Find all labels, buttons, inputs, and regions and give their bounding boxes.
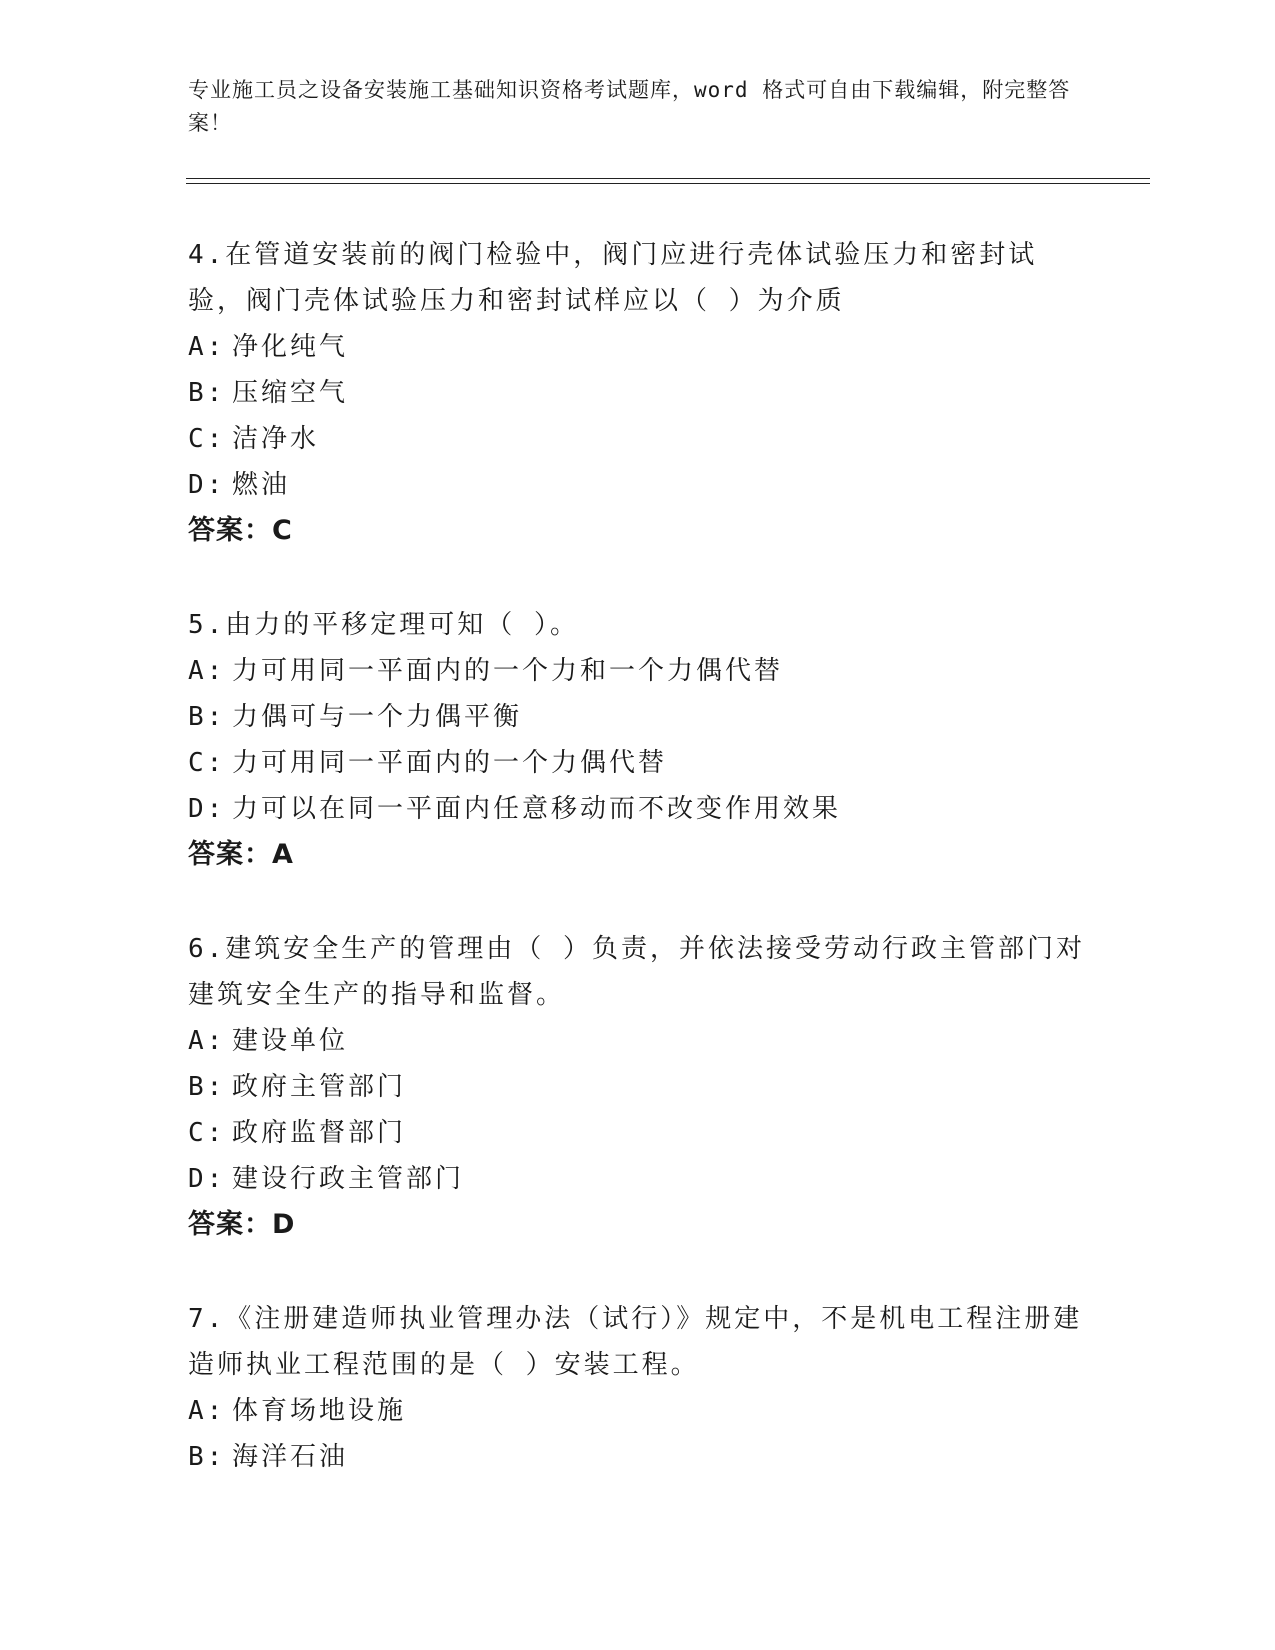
- option-letter: C:: [188, 424, 226, 454]
- option-letter: A:: [188, 656, 226, 686]
- option-d: [188, 462, 1088, 508]
- option-text: 体育场地设施: [232, 1396, 407, 1426]
- option-letter: A:: [188, 332, 226, 362]
- answer-label: 答案：A: [188, 839, 294, 870]
- option-a: [188, 648, 1088, 694]
- option-text: 政府监督部门: [232, 1118, 407, 1148]
- option-letter: B:: [188, 378, 226, 408]
- option-letter: C:: [188, 1118, 226, 1148]
- option-letter: C:: [188, 748, 226, 778]
- option-a: [188, 1018, 1088, 1064]
- option-text: 政府主管部门: [232, 1072, 407, 1102]
- option-a: [188, 324, 1088, 370]
- option-letter: D:: [188, 794, 226, 824]
- option-c: [188, 740, 1088, 786]
- option-text: 海洋石油: [232, 1442, 349, 1472]
- option-text: 压缩空气: [232, 378, 349, 408]
- option-c: [188, 1110, 1088, 1156]
- header-divider-top: [186, 178, 1150, 179]
- question-6: [188, 926, 1088, 1248]
- option-b: [188, 694, 1088, 740]
- option-letter: B:: [188, 702, 226, 732]
- option-letter: A:: [188, 1396, 226, 1426]
- option-letter: B:: [188, 1442, 226, 1472]
- document-header: [188, 74, 1088, 140]
- option-text: 力可以在同一平面内任意移动而不改变作用效果: [232, 794, 842, 824]
- question-text: 5.由力的平移定理可知（ ）。: [188, 610, 579, 640]
- answer-label: 答案：C: [188, 515, 293, 546]
- option-text: 建设行政主管部门: [232, 1164, 465, 1194]
- option-letter: B:: [188, 1072, 226, 1102]
- header-divider-bottom: [186, 183, 1150, 184]
- question-4: [188, 232, 1088, 554]
- option-text: 建设单位: [232, 1026, 349, 1056]
- option-a: [188, 1388, 1088, 1434]
- option-text: 力可用同一平面内的一个力和一个力偶代替: [232, 656, 784, 686]
- question-5: [188, 602, 1088, 878]
- option-letter: D:: [188, 470, 226, 500]
- question-text: 6.建筑安全生产的管理由（ ）负责，并依法接受劳动行政主管部门对建筑安全生产的指导和监督。: [188, 934, 1085, 1010]
- option-c: [188, 416, 1088, 462]
- option-d: [188, 1156, 1088, 1202]
- option-letter: D:: [188, 1164, 226, 1194]
- question-text: 7.《注册建造师执业管理办法（试行）》规定中，不是机电工程注册建造师执业工程范围的是（ ）安装工程。: [188, 1304, 1083, 1380]
- question-list: [188, 232, 1088, 1528]
- header-title: 专业施工员之设备安装施工基础知识资格考试题库，word 格式可自由下载编辑，附完整答案！: [188, 78, 1071, 135]
- option-letter: A:: [188, 1026, 226, 1056]
- option-text: 力可用同一平面内的一个力偶代替: [232, 748, 668, 778]
- question-7: [188, 1296, 1088, 1480]
- option-b: [188, 370, 1088, 416]
- answer-label: 答案：D: [188, 1209, 296, 1240]
- option-b: [188, 1434, 1088, 1480]
- option-text: 洁净水: [232, 424, 320, 454]
- option-text: 燃油: [232, 470, 291, 500]
- option-d: [188, 786, 1088, 832]
- option-text: 净化纯气: [232, 332, 349, 362]
- question-text: 4.在管道安装前的阀门检验中，阀门应进行壳体试验压力和密封试验，阀门壳体试验压力和密封试样应以（ ）为介质: [188, 240, 1038, 316]
- option-b: [188, 1064, 1088, 1110]
- option-text: 力偶可与一个力偶平衡: [232, 702, 523, 732]
